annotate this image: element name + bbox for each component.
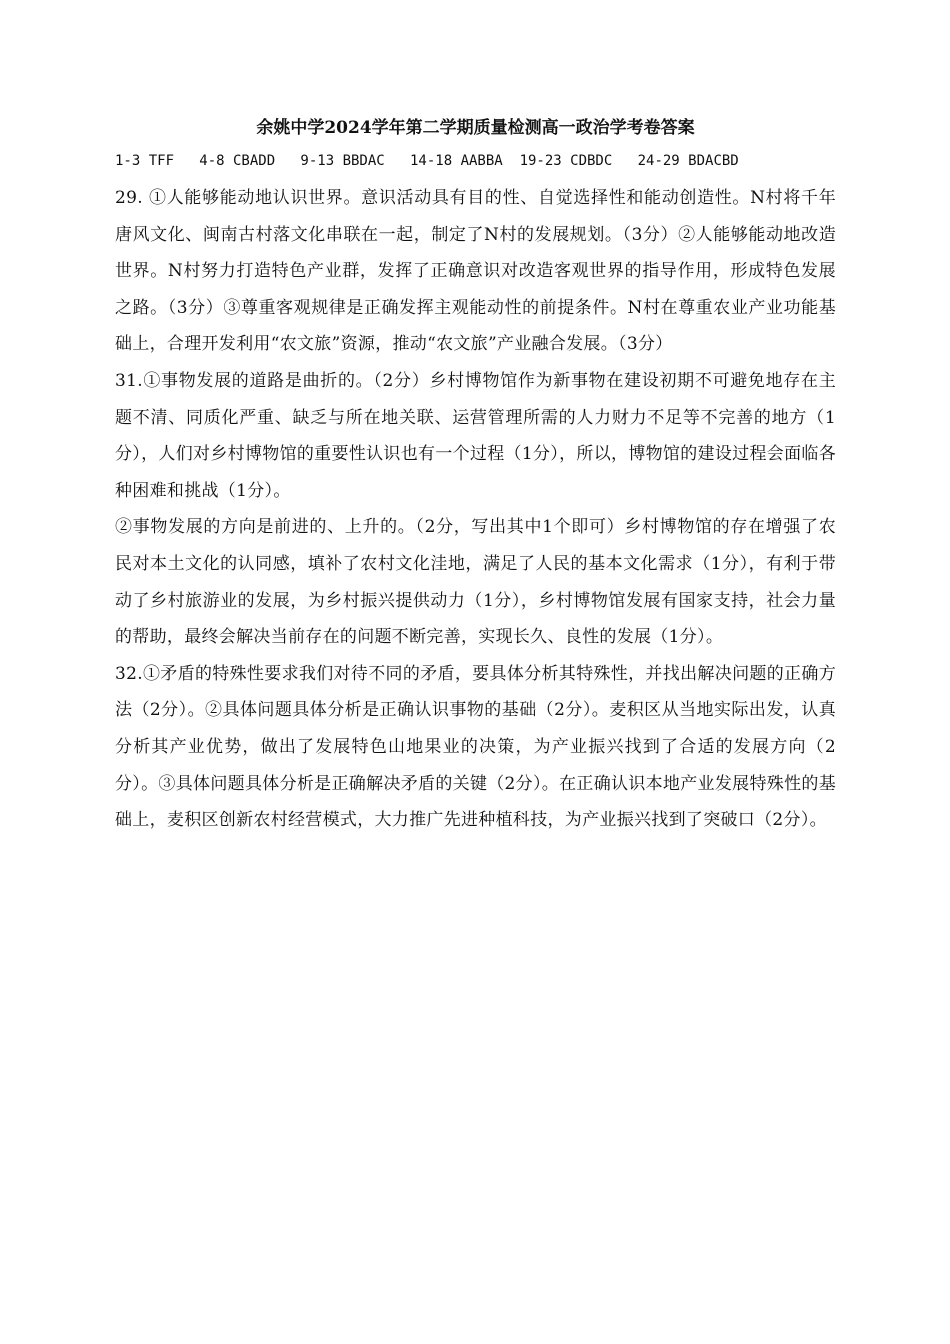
answer-body — [115, 180, 836, 839]
answer-29: 29. ①人能够能动地认识世界。意识活动具有目的性、自觉选择性和能动创造性。N村将千年唐风文化、闽南古村落文化串联在一起，制定了N村的发展规划。（3分）②人能够能动地改造世界。N村努力打造特色产业群，发挥了正确意识对改造客观世界的指导作用，形成特色发展之路。（3分）③尊重客观规律是正确发挥主观能动性的前提条件。N村在尊重农业产业功能基础上，合理开发利用“农文旅”资源，推动“农文旅”产业融合发展。（3分） — [115, 188, 836, 355]
multiple-choice-answers: 1-3 TFF 4-8 CBADD 9-13 BBDAC 14-18 AABBA 19-23 CDBDC 24-29 BDACBD — [115, 153, 739, 169]
document-title: 余姚中学2024学年第二学期质量检测高一政治学考卷答案 — [256, 118, 695, 138]
answer-31-part-1: 31.①事物发展的道路是曲折的。（2分）乡村博物馆作为新事物在建设初期不可避免地存在主题不清、同质化严重、缺乏与所在地关联、运营管理所需的人力财力不足等不完善的地方（1分），人们对乡村博物馆的重要性认识也有一个过程（1分），所以，博物馆的建设过程会面临各种困难和挑战（1分）。 — [115, 370, 836, 501]
answer-32: 32.①矛盾的特殊性要求我们对待不同的矛盾，要具体分析其特殊性，并找出解决问题的正确方法（2分）。②具体问题具体分析是正确认识事物的基础（2分）。麦积区从当地实际出发，认真分析其产业优势，做出了发展特色山地果业的决策，为产业振兴找到了合适的发展方向（2分）。③具体问题具体分析是正确解决矛盾的关键（2分）。在正确认识本地产业发展特殊性的基础上，麦积区创新农村经营模式，大力推广先进种植科技，为产业振兴找到了突破口（2分）。 — [115, 663, 836, 831]
answer-31-part-2: ②事物发展的方向是前进的、上升的。（2分，写出其中1个即可）乡村博物馆的存在增强了农民对本土文化的认同感，填补了农村文化洼地，满足了人民的基本文化需求（1分），有利于带动了乡村旅游业的发展，为乡村振兴提供动力（1分），乡村博物馆发展有国家支持，社会力量的帮助，最终会解决当前存在的问题不断完善，实现长久、良性的发展（1分）。 — [115, 517, 836, 648]
